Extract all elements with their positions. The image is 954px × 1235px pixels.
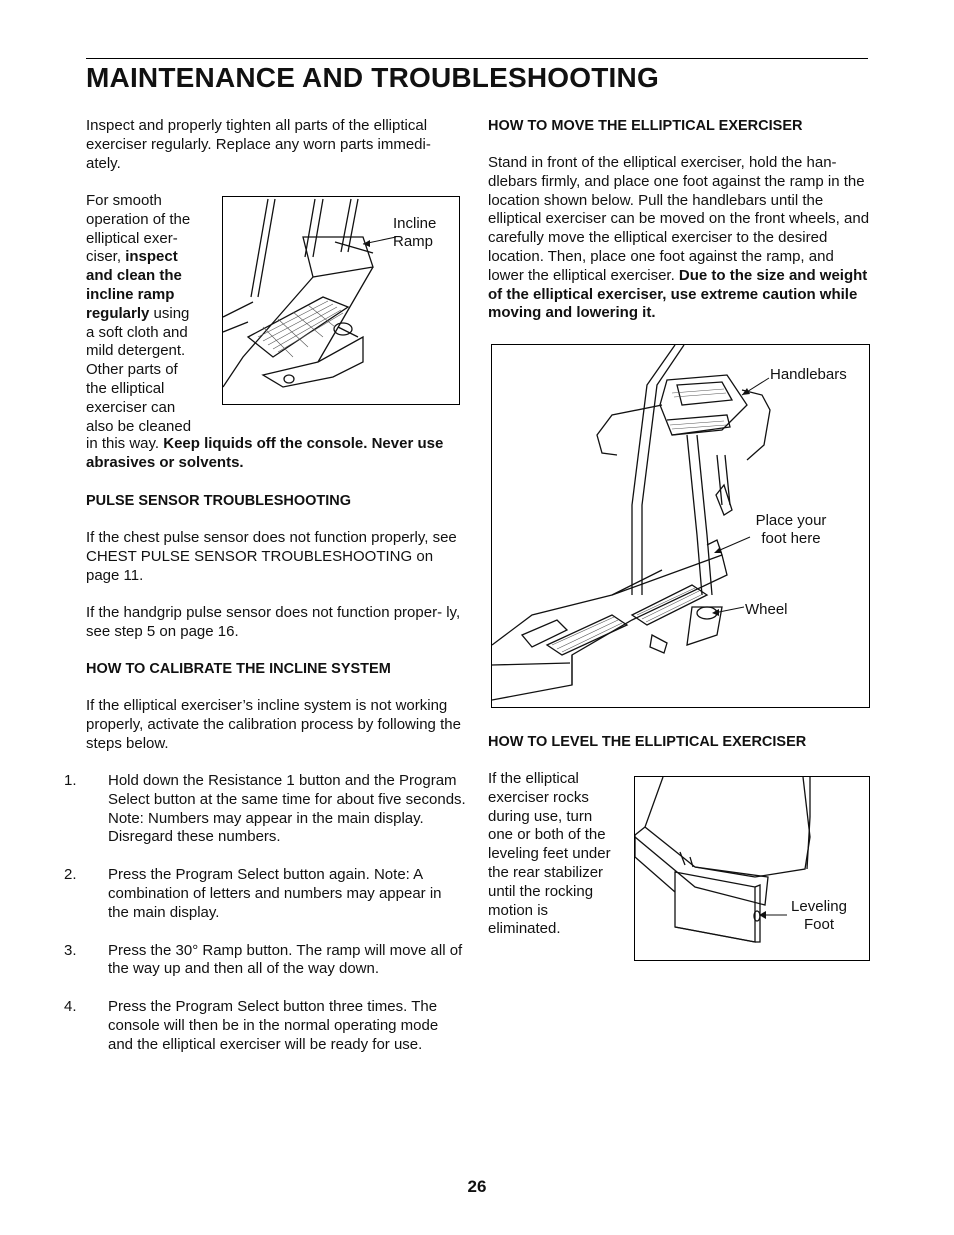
- bold-ramp: incline ramp: [86, 285, 175, 303]
- wrap-line: operation of the: [86, 210, 191, 228]
- page-number: 26: [467, 1177, 487, 1196]
- bold-inspect: inspect: [125, 248, 178, 266]
- move-text: [488, 154, 870, 323]
- step-1: [64, 772, 466, 847]
- step-text: Press the Program Select button again. Note: A combination of letters and numbers may appear in the main display.: [108, 866, 442, 921]
- move-plain: Stand in front of the elliptical exerciser, hold the han- dlebars firmly, and place one foot against the ramp in the location shown below. Pull the handlebars until the elliptical exerciser can be moved on the front wheels, and carefully move the elliptical exerciser to the desired location. Then, place one foot against the ramp, and lower the elliptical exerciser.: [488, 154, 870, 284]
- maintenance-intro: Inspect and properly tighten all parts of the elliptical exerciser regularly. Replace any worn parts immedi- ately.: [86, 117, 431, 172]
- incline-ramp-label: Incline Ramp: [393, 215, 437, 250]
- page-title: MAINTENANCE AND TROUBLESHOOTING: [86, 62, 659, 93]
- final-plain: in this way.: [86, 435, 164, 452]
- wrap-line: For smooth: [86, 192, 162, 209]
- move-heading: HOW TO MOVE THE ELLIPTICAL EXERCISER: [488, 118, 803, 134]
- incline-ramp-figure: [222, 196, 460, 405]
- final-bold: Keep liquids off the console. Never use abrasives or solvents.: [86, 435, 444, 471]
- maintenance-final: [86, 435, 466, 473]
- foot-label: Place your foot here: [755, 512, 827, 547]
- step-text: Press the 30° Ramp button. The ramp will move all of the way up and then all of the way down.: [108, 941, 463, 978]
- wrap-line: exerciser can: [86, 398, 176, 416]
- step-number: 2.: [64, 866, 77, 884]
- wrap-line: mild detergent.: [86, 342, 186, 360]
- pulse-p2: If the handgrip pulse sensor does not function proper- ly, see step 5 on page 16.: [86, 604, 461, 640]
- wrap-line: [86, 305, 216, 324]
- top-rule: [86, 58, 868, 59]
- pulse-heading: PULSE SENSOR TROUBLESHOOTING: [86, 493, 352, 509]
- calibrate-intro: If the elliptical exerciser’s incline system is not working properly, activate the calibration process by following the steps below.: [86, 697, 461, 752]
- step-2: [64, 866, 466, 922]
- step-4: [64, 998, 466, 1054]
- step-text: Hold down the Resistance 1 button and the Program Select button at the same time for about five seconds. Note: Numbers may appear in the main display. Disregard these numbers.: [108, 772, 466, 846]
- level-text: If the elliptical exerciser rocks during use, turn one or both of the leveling feet under the rear stabilizer until the rocking motion is eliminated.: [488, 770, 611, 938]
- wrap-line: [86, 286, 216, 305]
- step-3: [64, 941, 466, 980]
- step-number: 4.: [64, 998, 77, 1016]
- level-heading: HOW TO LEVEL THE ELLIPTICAL EXERCISER: [488, 734, 807, 750]
- maintenance-wrap-text: [86, 192, 216, 436]
- move-bold: Due to the size and weight of the elliptical exerciser, use extreme caution while moving and lowering it.: [488, 266, 868, 322]
- wrap-line: [86, 248, 216, 267]
- wrap-line: a soft cloth and: [86, 323, 188, 341]
- calibrate-steps: [64, 772, 466, 1055]
- leveling-foot-label: Leveling Foot: [791, 898, 847, 933]
- bold-clean: and clean the: [86, 267, 182, 285]
- pulse-p1: If the chest pulse sensor does not function properly, see CHEST PULSE SENSOR TROUBLESHOOTING on page 11.: [86, 529, 457, 584]
- ciser-text: ciser,: [86, 248, 126, 266]
- step-text: Press the Program Select button three times. The console will then be in the normal operating mode and the elliptical exerciser will be ready for use.: [108, 998, 439, 1053]
- wheel-label: Wheel: [745, 601, 788, 618]
- bold-regularly: regularly: [86, 304, 150, 322]
- leveling-figure: [634, 776, 870, 961]
- wrap-line: elliptical exer-: [86, 229, 178, 247]
- wrap-line: also be cleaned: [86, 417, 192, 435]
- step-number: 1.: [64, 772, 77, 789]
- step-number: 3.: [64, 941, 77, 959]
- using-text: using: [149, 304, 190, 322]
- move-figure: [491, 344, 870, 708]
- wrap-line: [86, 267, 216, 286]
- wrap-line: the elliptical: [86, 379, 165, 397]
- handlebars-label: Handlebars: [770, 366, 847, 383]
- calibrate-heading: HOW TO CALIBRATE THE INCLINE SYSTEM: [86, 661, 391, 677]
- wrap-line: Other parts of: [86, 361, 178, 379]
